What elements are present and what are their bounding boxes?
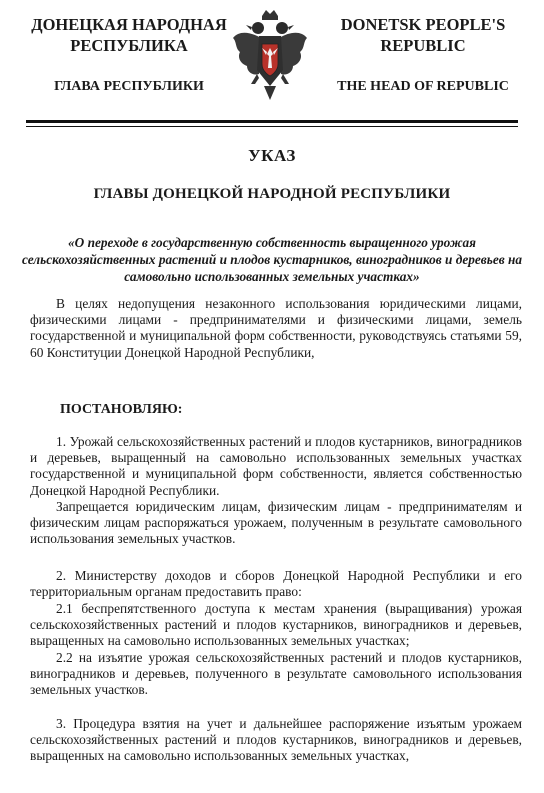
paragraph-2: 2. Министерству доходов и сборов Донецкой Народной Республики и его территориальным органам предоставить право: [30, 568, 522, 600]
header-divider-thick [26, 120, 518, 123]
header-divider-thin [26, 126, 518, 127]
header-right-line2: REPUBLIC [380, 36, 466, 55]
header-right-title [318, 14, 528, 56]
header-left-subtitle: ГЛАВА РЕСПУБЛИКИ [54, 79, 204, 94]
preamble-paragraph: В целях недопущения незаконного использования юридическими лицами, физическими лицами - предпринимателями и физическими лицами, земель государственной и муниципальной форм собственности, руководствуясь статьями 59, 60 Конституции Донецкой Народной Республики, [30, 296, 522, 360]
decree-operative-word: ПОСТАНОВЛЯЮ: [60, 402, 183, 417]
header-right-subtitle: THE HEAD OF REPUBLIC [337, 79, 509, 94]
document-type-heading: УКАЗ [248, 146, 296, 165]
paragraph-2-1: 2.1 беспрепятственного доступа к местам хранения (выращивания) урожая сельскохозяйственных растений и плодов кустарников, виноградников и деревьев, выращенных на самовольно использованных земельных участках; [30, 601, 522, 649]
decree-title: «О переходе в государственную собственность выращенного урожая сельскохозяйственных растений и плодов кустарников, виноградников и деревьев на самовольно использованных земельных участках» [22, 235, 523, 284]
header-left-line2: РЕСПУБЛИКА [70, 36, 188, 55]
document-issuer-heading: ГЛАВЫ ДОНЕЦКОЙ НАРОДНОЙ РЕСПУБЛИКИ [93, 186, 451, 202]
paragraph-2-2: 2.2 на изъятие урожая сельскохозяйственных растений и плодов кустарников, виноградников и деревьев, полученного в результате самовольного использования земельных участков. [30, 650, 522, 698]
paragraph-3: 3. Процедура взятия на учет и дальнейшее распоряжение изъятым урожаем сельскохозяйственных растений и плодов кустарников, виноградников и деревьев, выращенных на самовольно использованных земельных участках, [30, 716, 522, 764]
header-left-title [24, 14, 234, 56]
header-right-line1: DONETSK PEOPLE'S [340, 15, 506, 34]
header-left-line1: ДОНЕЦКАЯ НАРОДНАЯ [31, 15, 227, 34]
double-headed-eagle-coat-of-arms-icon [231, 8, 309, 108]
paragraph-1-prohibition: Запрещается юридическим лицам, физическим лицам - предпринимателям и физическим лицам распоряжаться урожаем, полученным в результате самовольного использования земельных участков. [30, 499, 522, 547]
paragraph-1: 1. Урожай сельскохозяйственных растений и плодов кустарников, виноградников и деревьев, выращенный на самовольно использованных земельных участках государственной и муниципальной форм собственности, является собственностью Донецкой Народной Республики. [30, 434, 522, 498]
